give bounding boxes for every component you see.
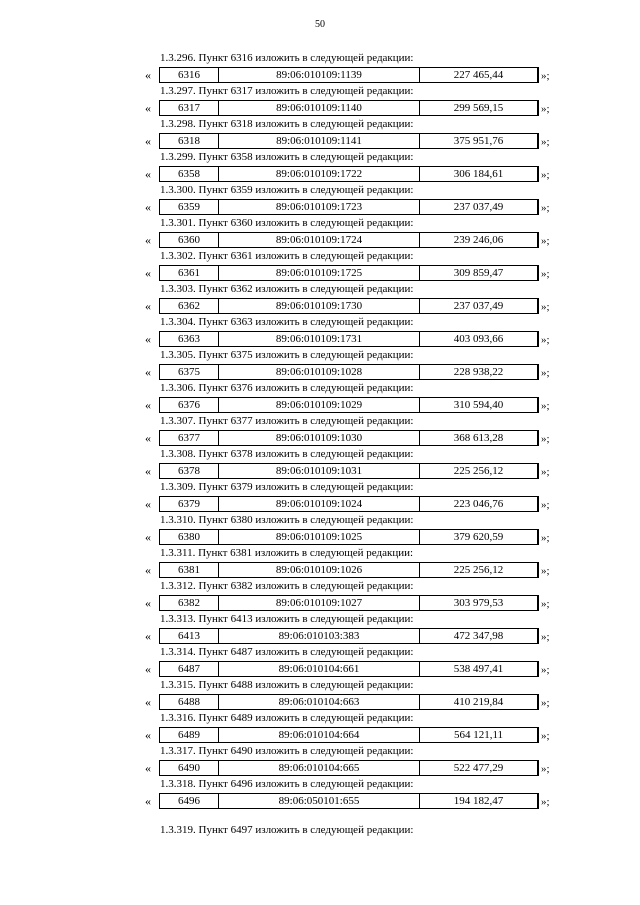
amendment-item (0, 546, 640, 579)
close-quote: »; (541, 730, 550, 742)
close-quote: »; (541, 697, 550, 709)
item-number-cell: 6378 (160, 464, 219, 478)
cadastral-number-cell: 89:06:010109:1723 (219, 200, 420, 214)
item-heading: 1.3.299. Пункт 6358 изложить в следующей редакции: (160, 151, 414, 163)
amendment-item (0, 84, 640, 117)
item-number-cell: 6318 (160, 134, 219, 148)
cadastral-number-cell: 89:06:010109:1024 (219, 497, 420, 511)
item-heading: 1.3.297. Пункт 6317 изложить в следующей редакции: (160, 85, 414, 97)
cadastral-number-cell: 89:06:010109:1730 (219, 299, 420, 313)
value-cell: 410 219,84 (453, 696, 504, 708)
table-cells (159, 199, 539, 215)
open-quote: « (145, 101, 151, 115)
table-cells (159, 265, 539, 281)
close-quote: »; (541, 367, 550, 379)
table-row (0, 759, 640, 777)
table-row (0, 231, 640, 249)
value-cell: 237 037,49 (453, 201, 504, 213)
close-quote: »; (541, 136, 550, 148)
table-cells (159, 166, 539, 182)
value-cell: 303 979,53 (453, 597, 504, 609)
amendment-item (0, 381, 640, 414)
amendment-item (0, 414, 640, 447)
table-row (0, 198, 640, 216)
table-cells (159, 331, 539, 347)
close-quote: »; (541, 268, 550, 280)
table-cells (159, 496, 539, 512)
table-cells (159, 364, 539, 380)
item-number-cell: 6316 (160, 68, 219, 82)
close-quote: »; (541, 334, 550, 346)
table-cells (159, 463, 539, 479)
open-quote: « (145, 563, 151, 577)
table-row (0, 330, 640, 348)
amendment-item (0, 282, 640, 315)
table-row (0, 165, 640, 183)
open-quote: « (145, 134, 151, 148)
page-number: 50 (315, 19, 325, 30)
close-quote: »; (541, 70, 550, 82)
item-number-cell: 6376 (160, 398, 219, 412)
value-cell: 375 951,76 (453, 135, 504, 147)
item-heading: 1.3.318. Пункт 6496 изложить в следующей редакции: (160, 778, 414, 790)
item-number-cell: 6362 (160, 299, 219, 313)
amendment-item (0, 150, 640, 183)
close-quote: »; (541, 301, 550, 313)
amendment-item (0, 51, 640, 84)
value-cell: 194 182,47 (453, 795, 504, 807)
value-cell: 310 594,40 (453, 399, 504, 411)
table-cells (159, 133, 539, 149)
item-heading: 1.3.310. Пункт 6380 изложить в следующей редакции: (160, 514, 414, 526)
close-quote: »; (541, 565, 550, 577)
cadastral-number-cell: 89:06:010104:664 (219, 728, 420, 742)
value-cell: 299 569,15 (453, 102, 504, 114)
item-number-cell: 6360 (160, 233, 219, 247)
open-quote: « (145, 233, 151, 247)
open-quote: « (145, 596, 151, 610)
amendment-item (0, 645, 640, 678)
open-quote: « (145, 464, 151, 478)
close-quote: »; (541, 433, 550, 445)
cadastral-number-cell: 89:06:010109:1027 (219, 596, 420, 610)
open-quote: « (145, 167, 151, 181)
amendment-item (0, 249, 640, 282)
table-cells (159, 67, 539, 83)
close-quote: »; (541, 400, 550, 412)
table-row (0, 462, 640, 480)
item-number-cell: 6377 (160, 431, 219, 445)
table-row (0, 726, 640, 744)
amendment-item (0, 480, 640, 513)
amendment-item (0, 612, 640, 645)
cadastral-number-cell: 89:06:010109:1025 (219, 530, 420, 544)
item-heading: 1.3.314. Пункт 6487 изложить в следующей редакции: (160, 646, 414, 658)
cadastral-number-cell: 89:06:050101:655 (219, 794, 420, 808)
open-quote: « (145, 365, 151, 379)
amendment-item (0, 711, 640, 744)
table-row (0, 660, 640, 678)
item-number-cell: 6379 (160, 497, 219, 511)
table-row (0, 495, 640, 513)
item-number-cell: 6317 (160, 101, 219, 115)
open-quote: « (145, 431, 151, 445)
cadastral-number-cell: 89:06:010103:383 (219, 629, 420, 643)
cadastral-number-cell: 89:06:010104:663 (219, 695, 420, 709)
item-heading: 1.3.304. Пункт 6363 изложить в следующей редакции: (160, 316, 414, 328)
close-quote: »; (541, 169, 550, 181)
table-row (0, 264, 640, 282)
table-cells (159, 628, 539, 644)
close-quote: »; (541, 499, 550, 511)
item-number-cell: 6490 (160, 761, 219, 775)
amendment-item (0, 183, 640, 216)
open-quote: « (145, 497, 151, 511)
cadastral-number-cell: 89:06:010109:1722 (219, 167, 420, 181)
table-row (0, 132, 640, 150)
table-row (0, 297, 640, 315)
close-quote: »; (541, 202, 550, 214)
table-cells (159, 793, 539, 809)
item-heading: 1.3.298. Пункт 6318 изложить в следующей редакции: (160, 118, 414, 130)
item-heading: 1.3.301. Пункт 6360 изложить в следующей редакции: (160, 217, 414, 229)
item-number-cell: 6487 (160, 662, 219, 676)
table-cells (159, 694, 539, 710)
table-cells (159, 595, 539, 611)
close-quote: »; (541, 598, 550, 610)
item-number-cell: 6382 (160, 596, 219, 610)
table-row (0, 627, 640, 645)
table-row (0, 429, 640, 447)
table-row (0, 561, 640, 579)
item-number-cell: 6361 (160, 266, 219, 280)
value-cell: 237 037,49 (453, 300, 504, 312)
table-cells (159, 100, 539, 116)
item-heading: 1.3.308. Пункт 6378 изложить в следующей редакции: (160, 448, 414, 460)
close-quote: »; (541, 631, 550, 643)
amendment-item (0, 579, 640, 612)
cadastral-number-cell: 89:06:010109:1724 (219, 233, 420, 247)
open-quote: « (145, 266, 151, 280)
table-cells (159, 232, 539, 248)
value-cell: 309 859,47 (453, 267, 504, 279)
amendment-item (0, 315, 640, 348)
open-quote: « (145, 629, 151, 643)
table-cells (159, 727, 539, 743)
cadastral-number-cell: 89:06:010109:1140 (219, 101, 420, 115)
value-cell: 239 246,06 (453, 234, 504, 246)
open-quote: « (145, 299, 151, 313)
cadastral-number-cell: 89:06:010109:1725 (219, 266, 420, 280)
item-heading: 1.3.307. Пункт 6377 изложить в следующей редакции: (160, 415, 414, 427)
value-cell: 538 497,41 (453, 663, 504, 675)
cadastral-number-cell: 89:06:010109:1031 (219, 464, 420, 478)
value-cell: 379 620,59 (453, 531, 504, 543)
close-quote: »; (541, 664, 550, 676)
close-quote: »; (541, 763, 550, 775)
amendment-item (0, 117, 640, 150)
open-quote: « (145, 761, 151, 775)
table-cells (159, 661, 539, 677)
item-heading: 1.3.313. Пункт 6413 изложить в следующей редакции: (160, 613, 414, 625)
item-number-cell: 6489 (160, 728, 219, 742)
item-heading: 1.3.309. Пункт 6379 изложить в следующей редакции: (160, 481, 414, 493)
amendment-item (0, 513, 640, 546)
open-quote: « (145, 662, 151, 676)
item-number-cell: 6413 (160, 629, 219, 643)
open-quote: « (145, 794, 151, 808)
value-cell: 564 121,11 (453, 729, 504, 741)
item-heading: 1.3.311. Пункт 6381 изложить в следующей редакции: (160, 547, 414, 559)
item-number-cell: 6380 (160, 530, 219, 544)
table-cells (159, 562, 539, 578)
value-cell: 472 347,98 (453, 630, 504, 642)
value-cell: 225 256,12 (453, 465, 504, 477)
item-heading: 1.3.316. Пункт 6489 изложить в следующей редакции: (160, 712, 414, 724)
table-row (0, 363, 640, 381)
table-row (0, 396, 640, 414)
open-quote: « (145, 530, 151, 544)
open-quote: « (145, 200, 151, 214)
item-number-cell: 6488 (160, 695, 219, 709)
item-heading: 1.3.315. Пункт 6488 изложить в следующей редакции: (160, 679, 414, 691)
cadastral-number-cell: 89:06:010109:1731 (219, 332, 420, 346)
item-heading: 1.3.300. Пункт 6359 изложить в следующей редакции: (160, 184, 414, 196)
table-cells (159, 397, 539, 413)
value-cell: 306 184,61 (453, 168, 504, 180)
table-cells (159, 430, 539, 446)
value-cell: 522 477,29 (453, 762, 504, 774)
cadastral-number-cell: 89:06:010104:665 (219, 761, 420, 775)
table-cells (159, 529, 539, 545)
cadastral-number-cell: 89:06:010109:1141 (219, 134, 420, 148)
value-cell: 403 093,66 (453, 333, 504, 345)
item-number-cell: 6496 (160, 794, 219, 808)
open-quote: « (145, 728, 151, 742)
amendment-list (0, 51, 640, 810)
table-row (0, 528, 640, 546)
close-quote: »; (541, 796, 550, 808)
amendment-item (0, 348, 640, 381)
item-number-cell: 6363 (160, 332, 219, 346)
amendment-item (0, 777, 640, 810)
item-heading: 1.3.296. Пункт 6316 изложить в следующей редакции: (160, 52, 414, 64)
close-quote: »; (541, 103, 550, 115)
amendment-item (0, 744, 640, 777)
close-quote: »; (541, 235, 550, 247)
table-row (0, 66, 640, 84)
table-row (0, 594, 640, 612)
cadastral-number-cell: 89:06:010109:1028 (219, 365, 420, 379)
item-number-cell: 6381 (160, 563, 219, 577)
item-heading: 1.3.306. Пункт 6376 изложить в следующей редакции: (160, 382, 414, 394)
open-quote: « (145, 68, 151, 82)
cadastral-number-cell: 89:06:010109:1139 (219, 68, 420, 82)
cadastral-number-cell: 89:06:010109:1026 (219, 563, 420, 577)
cadastral-number-cell: 89:06:010109:1029 (219, 398, 420, 412)
item-heading: 1.3.312. Пункт 6382 изложить в следующей редакции: (160, 580, 414, 592)
open-quote: « (145, 332, 151, 346)
value-cell: 228 938,22 (453, 366, 504, 378)
close-quote: »; (541, 466, 550, 478)
amendment-item (0, 447, 640, 480)
cadastral-number-cell: 89:06:010109:1030 (219, 431, 420, 445)
item-heading: 1.3.317. Пункт 6490 изложить в следующей редакции: (160, 745, 414, 757)
amendment-item (0, 216, 640, 249)
table-cells (159, 760, 539, 776)
open-quote: « (145, 398, 151, 412)
final-item-heading: 1.3.319. Пункт 6497 изложить в следующей редакции: (160, 824, 414, 836)
table-row (0, 792, 640, 810)
value-cell: 225 256,12 (453, 564, 504, 576)
value-cell: 368 613,28 (453, 432, 504, 444)
item-number-cell: 6358 (160, 167, 219, 181)
item-number-cell: 6359 (160, 200, 219, 214)
table-row (0, 693, 640, 711)
value-cell: 223 046,76 (453, 498, 504, 510)
item-heading: 1.3.302. Пункт 6361 изложить в следующей редакции: (160, 250, 414, 262)
item-heading: 1.3.305. Пункт 6375 изложить в следующей редакции: (160, 349, 414, 361)
value-cell: 227 465,44 (453, 69, 504, 81)
close-quote: »; (541, 532, 550, 544)
item-number-cell: 6375 (160, 365, 219, 379)
table-row (0, 99, 640, 117)
open-quote: « (145, 695, 151, 709)
cadastral-number-cell: 89:06:010104:661 (219, 662, 420, 676)
amendment-item (0, 678, 640, 711)
item-heading: 1.3.303. Пункт 6362 изложить в следующей редакции: (160, 283, 414, 295)
table-cells (159, 298, 539, 314)
